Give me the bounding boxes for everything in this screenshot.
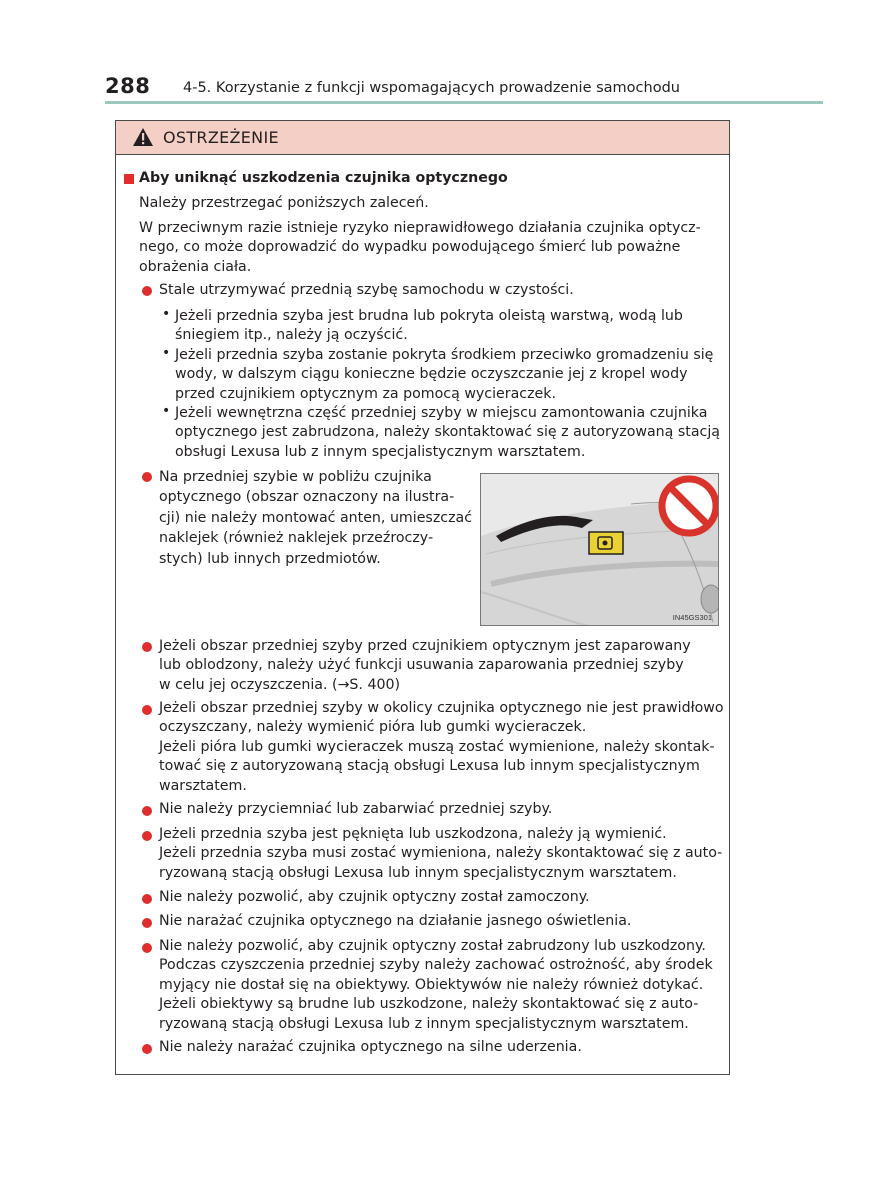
line: Jeżeli obiektywy są brudne lub uszkodzone, należy skontaktować się z auto- (159, 996, 699, 1013)
line: warsztatem. (159, 777, 247, 794)
header-rule (105, 101, 823, 104)
line: Jeżeli obszar przedniej szyby w okolicy czujnika optycznego nie jest prawidłowo (159, 700, 724, 716)
line: obsługi Lexusa lub z innym specjalistycznym warsztatem. (175, 443, 586, 460)
sub-item-2 (175, 346, 713, 404)
line: stych) lub innych przedmiotów. (159, 550, 381, 567)
warning-box (115, 120, 730, 1075)
bullet-4-text (159, 699, 724, 796)
bullet-1-text: Stale utrzymywać przednią szybę samochodu w czystości. (159, 282, 574, 298)
line: obrażenia ciała. (139, 258, 252, 275)
line: cji) nie należy montować anten, umieszczać (159, 509, 473, 526)
line: naklejek (również naklejek przeźroczy- (159, 530, 434, 547)
bullet-10-text: Nie należy narażać czujnika optycznego na silne uderzenia. (159, 1039, 582, 1055)
bullet-5-text: Nie należy przyciemniać lub zabarwiać przedniej szyby. (159, 801, 553, 817)
line: lub oblodzony, należy użyć funkcji usuwania zaparowania przedniej szyby (159, 657, 684, 674)
warning-triangle-icon (132, 127, 154, 147)
sub-bullet-dot: • (162, 306, 171, 322)
windshield-drawing (481, 474, 719, 626)
bullet-dot (142, 286, 152, 296)
sub-bullet-dot: • (162, 403, 171, 419)
line: Podczas czyszczenia przedniej szyby należy zachować ostrożność, aby środek (159, 957, 713, 974)
bullet-7-text: Nie należy pozwolić, aby czujnik optyczny został zamoczony. (159, 889, 590, 905)
bullet-3-text (159, 637, 691, 695)
line: W przeciwnym razie istnieje ryzyko nieprawidłowego działania czujnika optycz- (139, 220, 701, 236)
section-title: 4-5. Korzystanie z funkcji wspomagających prowadzenie samochodu (183, 80, 680, 96)
windshield-illustration (480, 473, 719, 626)
page-number: 288 (105, 74, 151, 98)
sub-bullet-dot: • (162, 345, 171, 361)
line: Jeżeli przednia szyba zostanie pokryta środkiem przeciwko gromadzeniu się (175, 347, 714, 363)
warning-heading: Aby uniknąć uszkodzenia czujnika optycznego (139, 170, 508, 186)
line: nego, co może doprowadzić do wypadku powodującego śmierć lub poważne (139, 239, 681, 256)
bullet-dot (142, 831, 152, 841)
line: wody, w dalszym ciągu konieczne będzie oczyszczanie jej z kropel wody (175, 366, 688, 383)
line: myjący nie dostał się na obiektywy. Obiektywów nie należy również dotykać. (159, 976, 704, 993)
sub-item-1 (175, 307, 683, 346)
line: ryzowaną stacją obsługi Lexusa lub innym specjalistycznym warsztatem. (159, 864, 677, 881)
bullet-dot (142, 1044, 152, 1054)
line: optycznego (obszar oznaczony na ilustra- (159, 489, 455, 506)
bullet-8-text: Nie narażać czujnika optycznego na działanie jasnego oświetlenia. (159, 913, 632, 929)
bullet-9-text (159, 937, 713, 1034)
line: Jeżeli pióra lub gumki wycieraczek muszą zostać wymienione, należy skontak- (159, 738, 715, 755)
line: Jeżeli wewnętrzna część przedniej szyby w miejscu zamontowania czujnika (175, 405, 708, 421)
line: Na przedniej szybie w pobliżu czujnika (159, 469, 432, 485)
line: optycznego jest zabrudzona, należy skontaktować się z autoryzowaną stacją (175, 424, 720, 441)
line: Jeżeli przednia szyba jest pęknięta lub uszkodzona, należy ją wymienić. (159, 826, 667, 842)
bullet-dot (142, 472, 152, 482)
line: w celu jej oczyszczenia. (→S. 400) (159, 676, 401, 693)
bullet-dot (142, 705, 152, 715)
line: Nie należy pozwolić, aby czujnik optyczny został zabrudzony lub uszkodzony. (159, 938, 706, 954)
bullet-dot (142, 894, 152, 904)
section-square-marker (124, 174, 134, 184)
intro-text: Należy przestrzegać poniższych zaleceń. (139, 195, 429, 211)
bullet-dot (142, 806, 152, 816)
line: Jeżeli przednia szyba jest brudna lub pokryta oleistą warstwą, wodą lub (175, 308, 683, 324)
line: tować się z autoryzowaną stacją obsługi Lexusa lub innym specjalistycznym (159, 758, 700, 775)
line: przed czujnikiem optycznym za pomocą wycieraczek. (175, 385, 557, 402)
bullet-dot (142, 918, 152, 928)
bullet-dot (142, 642, 152, 652)
line: Jeżeli obszar przedniej szyby przed czujnikiem optycznym jest zaparowany (159, 638, 691, 654)
warning-header (116, 121, 729, 155)
line: śniegiem itp., należy ją oczyścić. (175, 327, 408, 344)
figure-code: IN45GS301 (672, 613, 712, 622)
bullet-dot (142, 943, 152, 953)
bullet-6-text (159, 825, 722, 883)
line: ryzowaną stacją obsługi Lexusa lub z innym specjalistycznym warsztatem. (159, 1015, 689, 1032)
warning-title: OSTRZEŻENIE (163, 128, 279, 147)
intro-paragraph (139, 219, 701, 277)
line: Jeżeli przednia szyba musi zostać wymieniona, należy skontaktować się z auto- (159, 845, 723, 862)
sub-item-3 (175, 404, 720, 462)
line: oczyszczany, należy wymienić pióra lub gumki wycieraczek. (159, 719, 587, 736)
bullet-2-text (159, 467, 472, 569)
